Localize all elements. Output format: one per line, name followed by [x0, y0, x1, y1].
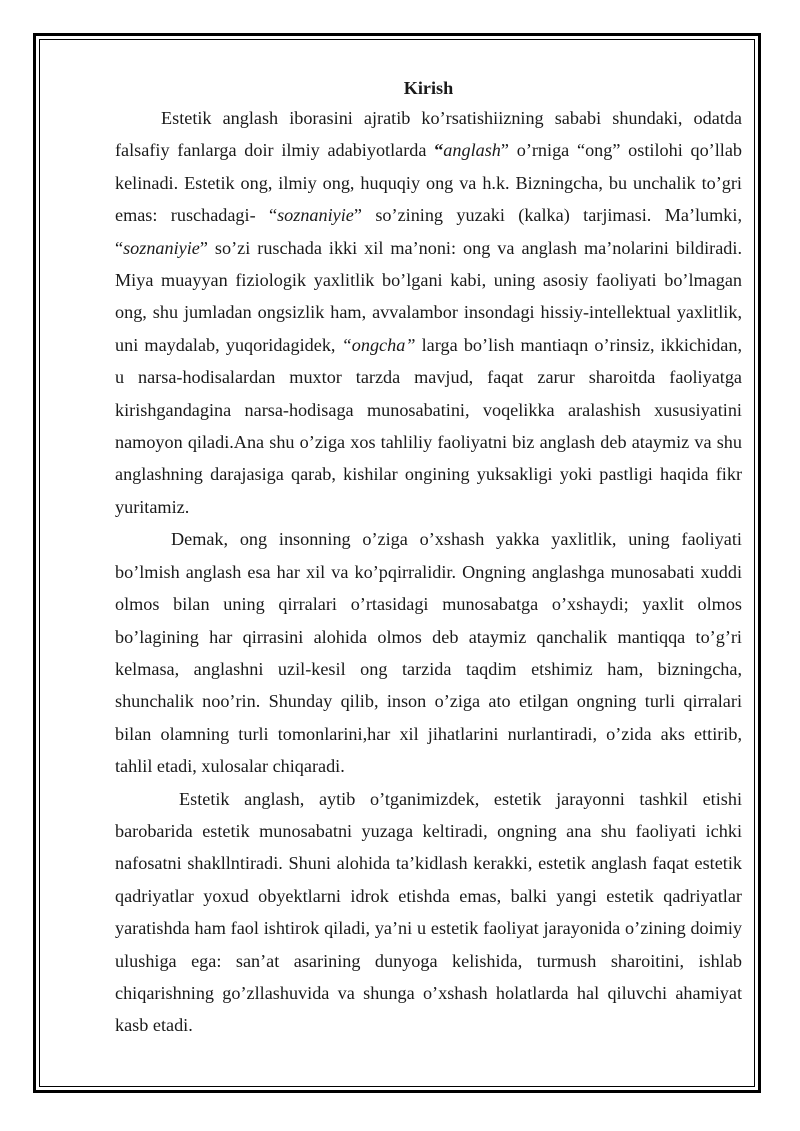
paragraph-1-quote-open: “	[434, 140, 444, 161]
paragraph-1-term-anglash: anglash	[443, 140, 501, 161]
paragraph-2-text: Demak, ong insonning o’ziga o’xshash yakka yaxlitlik, uning faoliyati bo’lmish anglash esa har xil va ko’pqirralidir. Ongning anglashga munosabati xuddi olmos bilan uning qirralari o’rtasidagi munosabatga o’xshaydi; yaxlit olmos bo’lagining har qirrasini alohida olmos deb ataymiz qanchalik mantiqqa to’g’ri kelmasa, anglashni uzil-kesil ong tarzida taqdim etshimiz ham, bizningcha, shunchalik noo’rin. Shunday qilib, inson o’ziga ato etilgan ongning turli qirralari bilan olamning turli tomonlarini,har xil jihatlarini nurlantiradi, o’zida aks ettirib, tahlil etadi, xulosalar chiqaradi.	[115, 529, 742, 777]
paragraph-1-text: larga bo’lish mantiaqn o’rinsiz, ikkichidan, u narsa-hodisalardan muxtor tarzda mavjud, faqat zarur sharoitda faoliyatga kirishgandagina narsa-hodisaga munosabatini, voqelikka aralashish xususiyatini namoyon qiladi.Ana shu o’ziga xos tahliliy faoliyatni biz anglash deb ataymiz va shu anglashning darajasiga qarab, kishilar ongining yuksakligi yoki pastligi haqida fikr yuritamiz.	[115, 334, 742, 517]
paragraph-1-term-soznaniyie: soznaniyie	[277, 205, 354, 226]
paragraph-2	[115, 523, 742, 782]
paragraph-1-text: Estetik anglash iborasini ajratib ko’rsatishiizning sababi shundaki, odatda falsafiy fanlarga doir ilmiy adabiyotlarda	[115, 108, 742, 161]
paragraph-1-text: ” so’zining yuzaki (kalka) tarjimasi. Ma’lumki, “	[115, 205, 742, 258]
paragraph-1-term-soznaniyie: soznaniyie	[123, 237, 200, 258]
document-body	[115, 74, 742, 1042]
paragraph-1-term-ongcha: “ongcha”	[341, 334, 416, 355]
paragraph-1-text: ” so’zi ruschada ikki xil ma’noni: ong va anglash ma’nolarini bildiradi. Miya muayyan fiziologik yaxlitlik bo’lgani kabi, uning asosiy faoliyati bo’lmagan ong, shu jumladan ongsizlik ham, avvalambor insondagi hissiy-intellektual yaxlitlik, uni maydalab, yuqoridagidek,	[115, 237, 742, 355]
paragraph-3	[115, 783, 742, 1042]
paragraph-1	[115, 102, 742, 523]
page-title: Kirish	[403, 78, 454, 98]
paragraph-3-text: Estetik anglash, aytib o’tganimizdek, estetik jarayonni tashkil etishi barobarida estetik munosabatni yuzaga keltiradi, ongning ana shu faoliyati ichki nafosatni shakllntiradi. Shuni alohida ta’kidlash kerakki, estetik anglash faqat estetik qadriyatlar yoxud obyektlarni idrok etishda emas, balki yangi estetik qadriyatlar yaratishda ham faol ishtirok qiladi, ya’ni u estetik faoliyat jarayonida o’zining doimiy ulushiga ega: san’at asarining dunyoga kelishida, turmush sharoitini, ishlab chiqarishning go’zllashuvida va shunga o’xshash holatlarda hal qiluvchi ahamiyat kasb etadi.	[115, 788, 742, 1036]
paragraph-1-text: ” o’rniga “ong” ostilohi qo’llab kelinadi. Estetik ong, ilmiy ong, huquqiy ong va h.k. Bizningcha, bu unchalik to’gri emas: ruschadagi- “	[115, 140, 743, 226]
